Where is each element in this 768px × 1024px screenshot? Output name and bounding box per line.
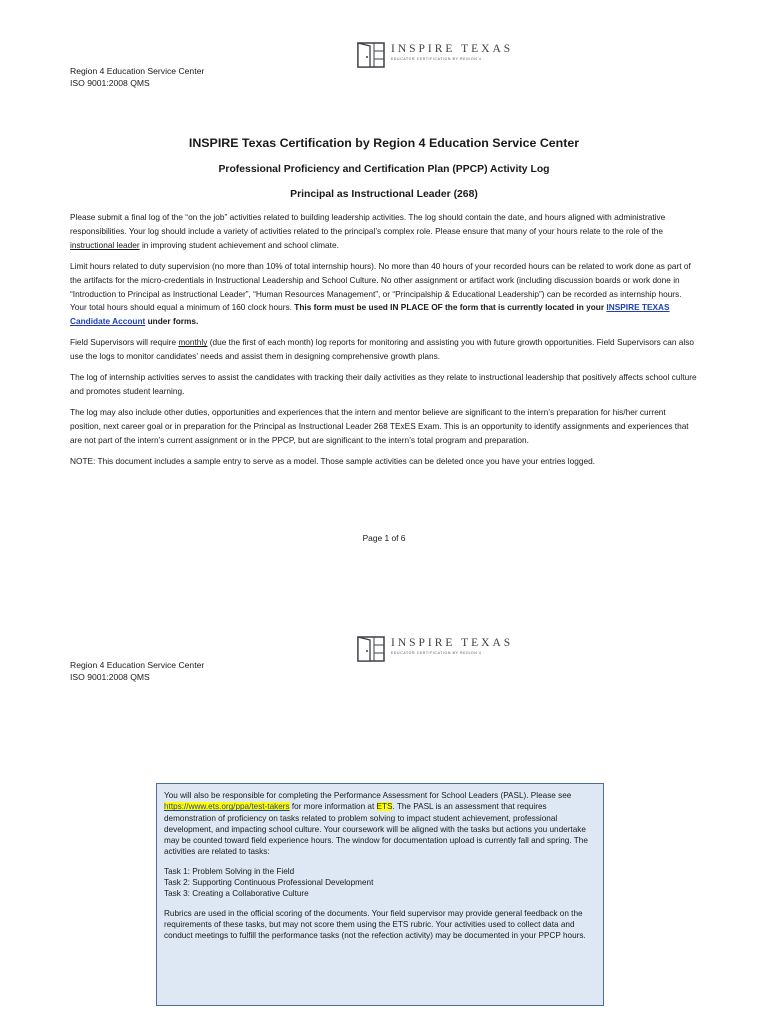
text-run: Field Supervisors will require bbox=[70, 337, 179, 348]
org-block bbox=[70, 66, 204, 89]
org-certification: ISO 9001:2008 QMS bbox=[70, 77, 150, 88]
org-certification: ISO 9001:2008 QMS bbox=[70, 671, 150, 682]
underlined-text: instructional leader bbox=[70, 239, 140, 250]
task-item: Task 2: Supporting Continuous Professional Development bbox=[164, 878, 374, 888]
text-run: for more information at bbox=[289, 802, 377, 812]
logo-wordmark: INSPIRE TEXAS bbox=[391, 43, 514, 55]
inspire-texas-logo bbox=[357, 42, 513, 68]
instructions-body bbox=[70, 211, 698, 476]
door-logo-icon bbox=[357, 42, 385, 68]
logo-tagline: EDUCATOR CERTIFICATION BY REGION 4 bbox=[391, 57, 482, 61]
rubrics-paragraph: Rubrics are used in the official scoring of the documents. Your field supervisor may provide general feedback on the requirements of these tasks, but may not score them using the ETS rubric. Your activities used to collect data and conduct meetings to fulfill the performance tasks (not the refection activity) may be documented in your PPCP hours. bbox=[164, 908, 586, 941]
paragraph-field-supervisors bbox=[70, 336, 698, 364]
text-run: (due the first of each month) log reports for monitoring and assisting you with future growth opportunities. Field Supervisors can also use the logs to monitor candidates’ needs and assist them in designing comprehensive growth plans. bbox=[70, 337, 694, 362]
org-name: Region 4 Education Service Center bbox=[70, 66, 205, 76]
bold-text: This form must be used IN PLACE OF the form that is currently located in your bbox=[294, 302, 607, 313]
ets-test-takers-link[interactable]: https://www.ets.org/ppa/test-takers bbox=[164, 802, 290, 812]
paragraph-hour-limits bbox=[70, 260, 698, 330]
paragraph-other-duties: The log may also include other duties, opportunities and experiences that the intern and mentor believe are significant to the intern’s preparation for his/her current position, next career goal or in preparation for the Principal as Instructional Leader 268 TExES Exam. This is an opportunity to identify assignments and experiences that are not part of the intern’s current assignment or in the PPCP, but are significant to the intern’s total program and preparation. bbox=[70, 406, 689, 445]
logo-wordmark: INSPIRE TEXAS bbox=[391, 637, 514, 649]
org-block bbox=[70, 660, 204, 683]
task-item: Task 1: Problem Solving in the Field bbox=[164, 866, 295, 876]
paragraph-log-requirements bbox=[70, 211, 698, 253]
door-logo-icon bbox=[357, 636, 385, 662]
task-item: Task 3: Creating a Collaborative Culture bbox=[164, 889, 309, 899]
logo-tagline: EDUCATOR CERTIFICATION BY REGION 4 bbox=[391, 651, 482, 655]
text-run: You will also be responsible for completing the Performance Assessment for School Leaders (PASL). Please see bbox=[164, 791, 572, 800]
paragraph-note: NOTE: This document includes a sample entry to serve as a model. Those sample activities can be deleted once you have your entries logged. bbox=[70, 455, 595, 466]
page-number: Page 1 of 6 bbox=[362, 533, 406, 543]
text-run: in improving student achievement and school climate. bbox=[139, 239, 339, 250]
highlighted-text: ETS bbox=[376, 802, 393, 812]
document-title: INSPIRE Texas Certification by Region 4 Education Service Center bbox=[188, 136, 580, 150]
org-name: Region 4 Education Service Center bbox=[70, 660, 205, 670]
document-program: Principal as Instructional Leader (268) bbox=[290, 189, 478, 200]
underlined-text: monthly bbox=[178, 337, 208, 348]
bold-text: under forms. bbox=[145, 316, 199, 327]
inspire-texas-logo bbox=[357, 636, 513, 662]
pasl-intro-paragraph bbox=[164, 790, 597, 858]
text-run: Limit hours related to duty supervision (no more than 10% of total internship hours). No more than 40 hours of your recorded hours can be related to work done as part of the artifacts for the micro-credentials in Instructional Leadership and School Culture. No other assignment or artifact work (including discussion boards or work done in “Introduction to Principal as Instructional Leader”, “Human Resources Management”, or “Principalship & Educational Leadership”) can be recorded as internship hours. Your total hours should equal a minimum of 160 clock hours. bbox=[70, 260, 691, 313]
document-subtitle: Professional Proficiency and Certification Plan (PPCP) Activity Log bbox=[218, 164, 550, 175]
task-list bbox=[164, 866, 597, 900]
text-run: . The PASL is an assessment that requires demonstration of proficiency on tasks related to problem solving to impact student achievement, professional development, and impacting school culture. Your coursework will be aligned with the tasks but actions you undertake may be counted toward field experience hours. The window for documentation upload is currently fall and spring. The activities are related to tasks: bbox=[164, 802, 588, 857]
pasl-info-box bbox=[156, 783, 604, 1006]
text-run: Please submit a final log of the “on the job” activities related to building leadership activities. The log should contain the date, and hours aligned with administrative responsibilities. Your log should include a variety of activities related to the principal’s complex role. Please ensure that many of your hours relate to the role of the bbox=[70, 212, 666, 236]
paragraph-log-purpose: The log of internship activities serves to assist the candidates with tracking their daily activities as they relate to instructional leadership that positively affects school culture and promotes student learning. bbox=[70, 372, 697, 396]
candidate-account-link[interactable]: INSPIRE TEXAS Candidate Account bbox=[70, 302, 670, 327]
